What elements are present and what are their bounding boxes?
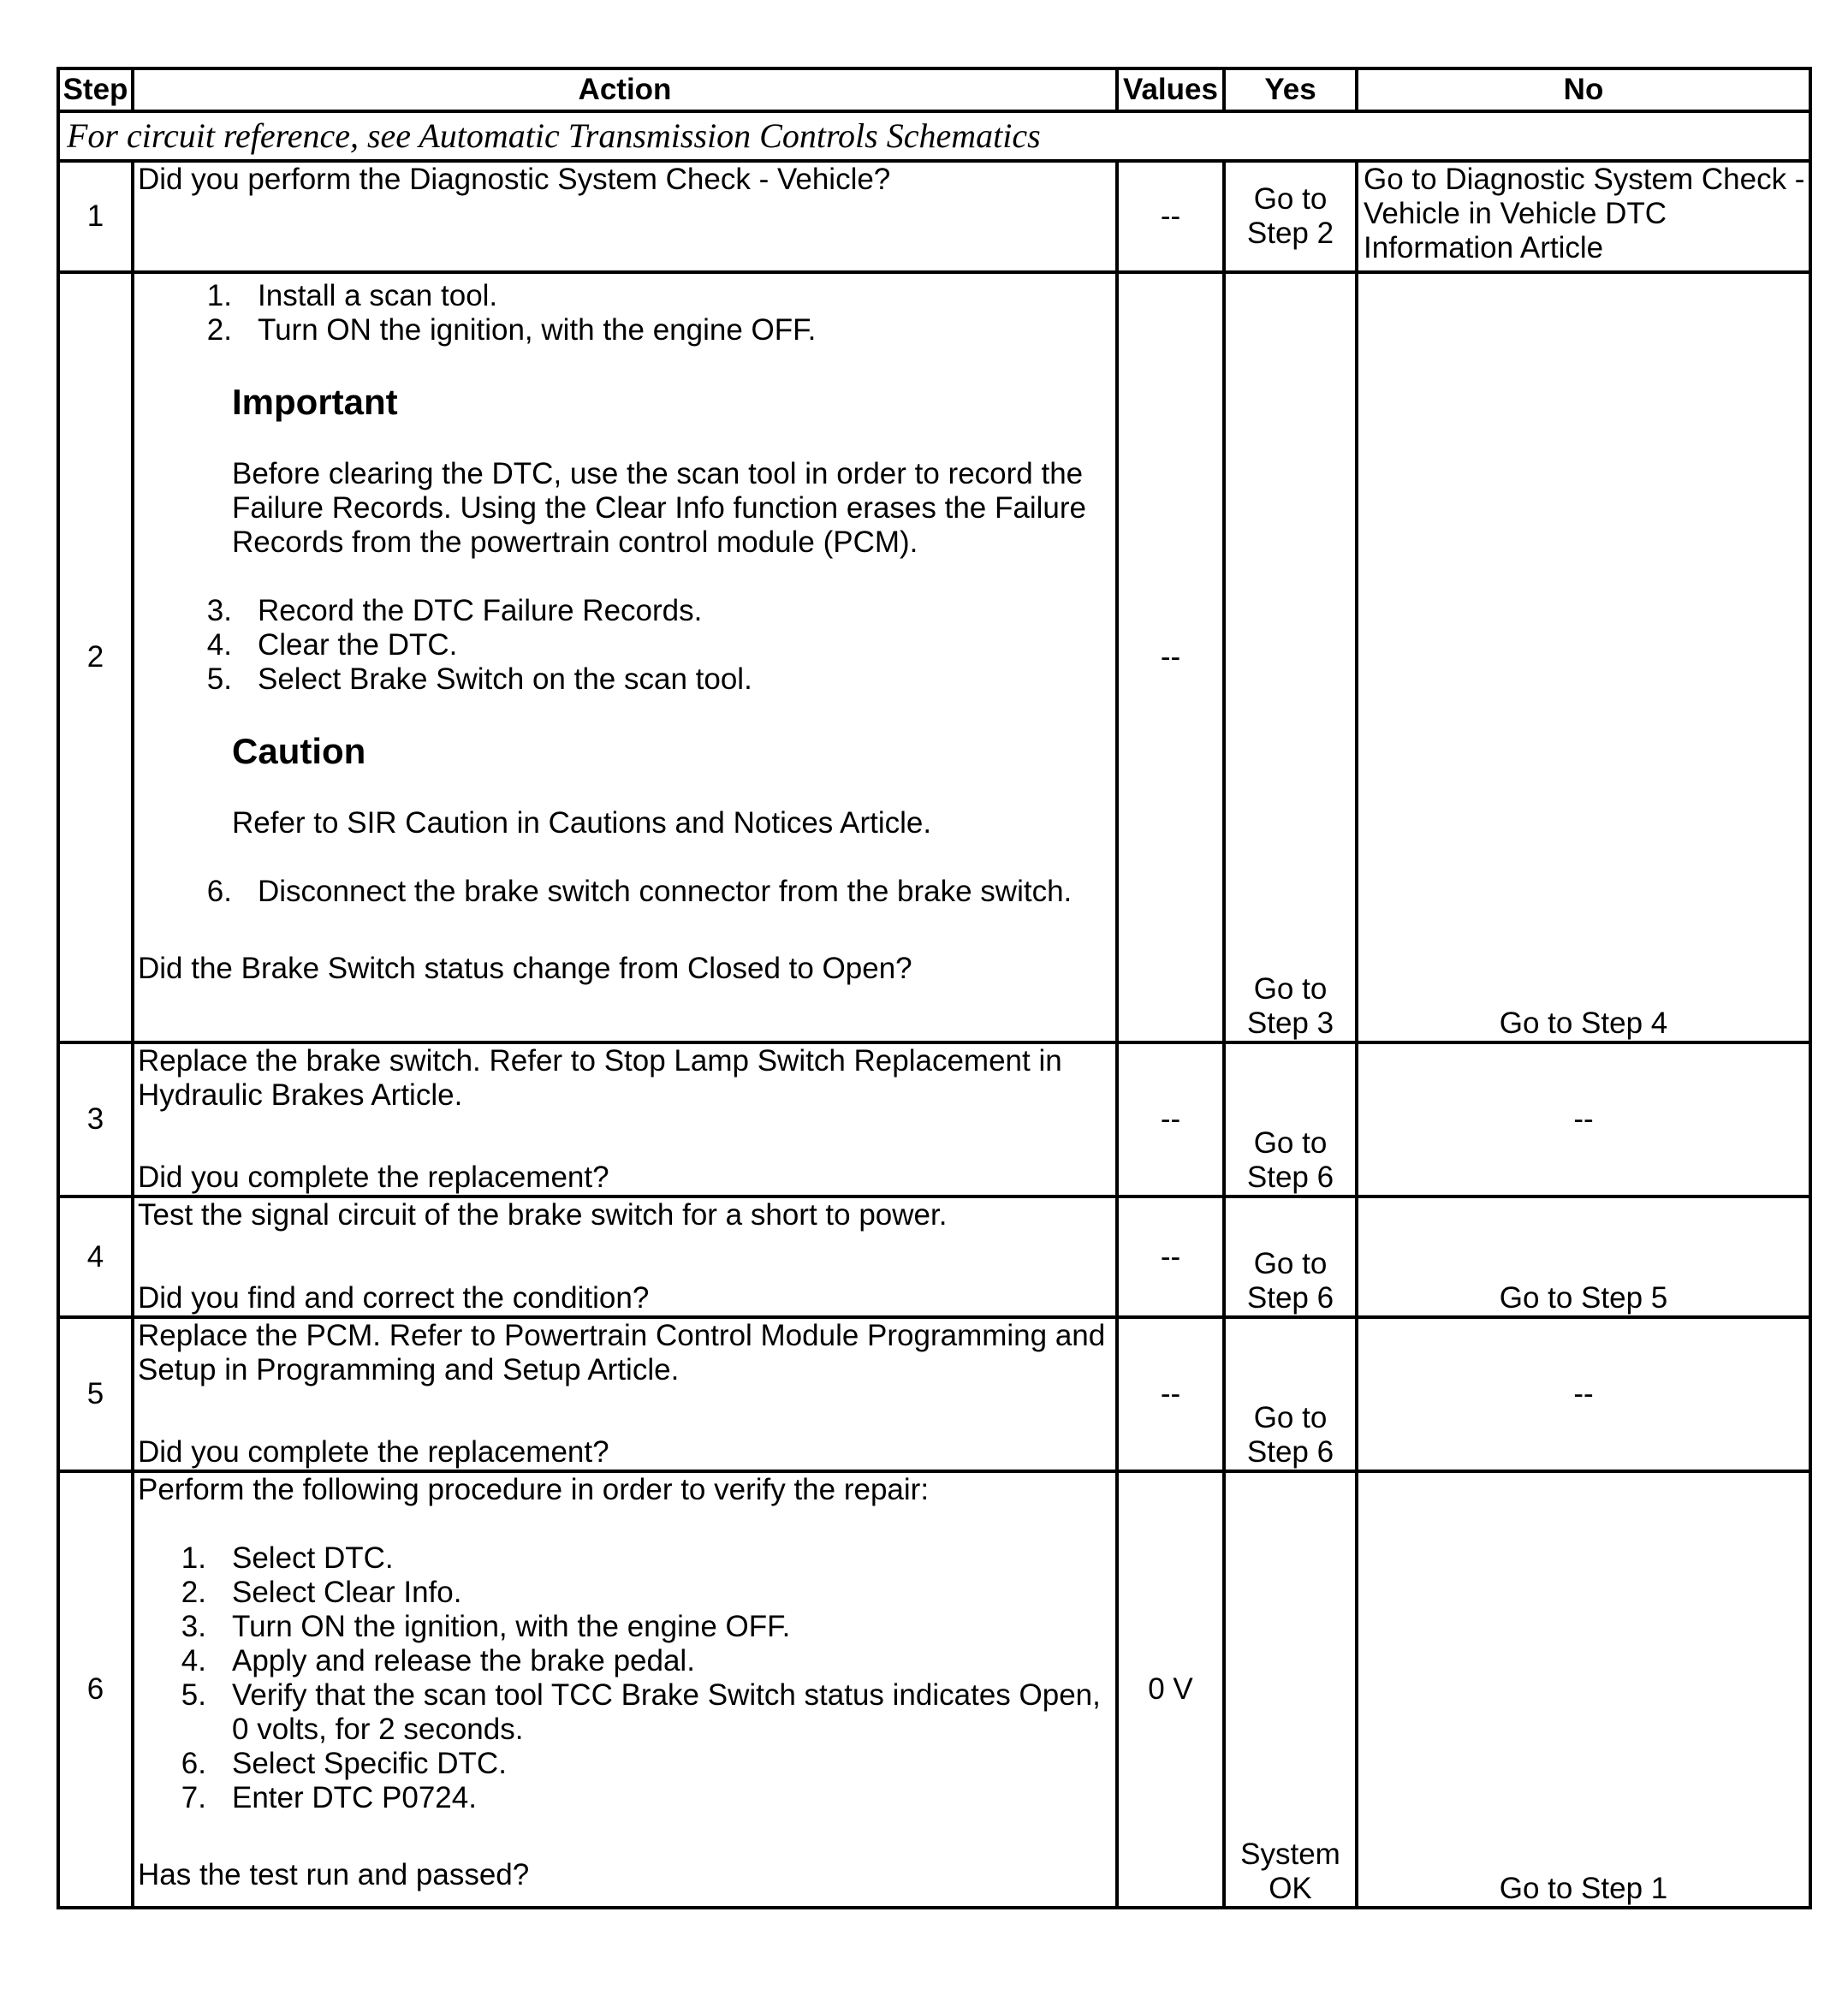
step-number: 3 xyxy=(58,1042,133,1196)
values-cell: -- xyxy=(1117,272,1224,1042)
caution-heading: Caution xyxy=(232,731,366,771)
step-list xyxy=(138,594,1112,697)
action-question: Has the test run and passed? xyxy=(138,1858,530,1891)
action-question: Did you complete the replacement? xyxy=(138,1161,609,1194)
table-row xyxy=(58,272,1810,1042)
circuit-reference: For circuit reference, see Automatic Transmission Controls Schematics xyxy=(58,111,1810,161)
action-cell xyxy=(133,1317,1117,1471)
no-cell: Go to Step 1 xyxy=(1357,1471,1810,1908)
diagnostic-table xyxy=(56,67,1812,1909)
list-item: 3. Turn ON the ignition, with the engine OFF. xyxy=(181,1610,791,1643)
yes-cell: Go to Step 2 xyxy=(1224,161,1357,272)
header-action: Action xyxy=(133,68,1117,111)
action-text: Replace the brake switch. Refer to Stop Lamp Switch Replacement in Hydraulic Brakes Article. xyxy=(138,1044,1062,1112)
no-cell: Go to Diagnostic System Check - Vehicle in Vehicle DTC Information Article xyxy=(1357,161,1810,272)
important-text: Before clearing the DTC, use the scan tool in order to record the Failure Records. Using the Clear Info function erases the Failure Records from the powertrain control module (PCM). xyxy=(232,457,1086,559)
step-number: 4 xyxy=(58,1196,133,1317)
table-row xyxy=(58,1471,1810,1908)
list-item: 6. Disconnect the brake switch connector from the brake switch. xyxy=(206,875,1073,908)
step-list xyxy=(138,1541,1112,1815)
action-text: Replace the PCM. Refer to Powertrain Control Module Programming and Setup in Programming and Setup Article. xyxy=(138,1319,1106,1386)
step-number: 5 xyxy=(58,1317,133,1471)
no-cell: Go to Step 5 xyxy=(1357,1196,1810,1317)
action-cell xyxy=(133,1196,1117,1317)
list-item: 1. Install a scan tool. xyxy=(206,279,498,312)
step-number: 6 xyxy=(58,1471,133,1908)
yes-cell: System OK xyxy=(1224,1471,1357,1908)
step-list xyxy=(138,279,1112,347)
yes-cell: Go to Step 6 xyxy=(1224,1196,1357,1317)
action-cell xyxy=(133,161,1117,272)
list-item: 5. Verify that the scan tool TCC Brake Switch status indicates Open, 0 volts, for 2 seconds. xyxy=(181,1678,1101,1746)
circuit-reference-row xyxy=(58,111,1810,161)
table-row xyxy=(58,1042,1810,1196)
action-question: Did you perform the Diagnostic System Check - Vehicle? xyxy=(138,163,891,196)
header-no: No xyxy=(1357,68,1810,111)
yes-cell: Go to Step 6 xyxy=(1224,1042,1357,1196)
action-text: Perform the following procedure in order to verify the repair: xyxy=(138,1473,930,1506)
values-cell: -- xyxy=(1117,161,1224,272)
values-cell: -- xyxy=(1117,1196,1224,1317)
list-item: 1. Select DTC. xyxy=(181,1541,394,1575)
yes-cell: Go to Step 6 xyxy=(1224,1317,1357,1471)
step-list xyxy=(138,875,1112,909)
table-row xyxy=(58,1196,1810,1317)
list-item: 6. Select Specific DTC. xyxy=(181,1747,507,1780)
action-question: Did you find and correct the condition? xyxy=(138,1281,650,1315)
step-number: 1 xyxy=(58,161,133,272)
values-cell: -- xyxy=(1117,1317,1224,1471)
table-row xyxy=(58,1317,1810,1471)
step-number: 2 xyxy=(58,272,133,1042)
yes-cell: Go to Step 3 xyxy=(1224,272,1357,1042)
action-text: Test the signal circuit of the brake switch for a short to power. xyxy=(138,1198,948,1232)
header-yes: Yes xyxy=(1224,68,1357,111)
list-item: 3. Record the DTC Failure Records. xyxy=(206,594,703,627)
no-cell: Go to Step 4 xyxy=(1357,272,1810,1042)
values-cell: 0 V xyxy=(1117,1471,1224,1908)
values-cell: -- xyxy=(1117,1042,1224,1196)
table-row xyxy=(58,161,1810,272)
header-row xyxy=(58,68,1810,111)
list-item: 4. Clear the DTC. xyxy=(206,628,458,662)
no-cell: -- xyxy=(1357,1317,1810,1471)
action-cell xyxy=(133,1042,1117,1196)
important-heading: Important xyxy=(232,382,398,422)
list-item: 7. Enter DTC P0724. xyxy=(181,1781,477,1814)
no-cell: -- xyxy=(1357,1042,1810,1196)
caution-text: Refer to SIR Caution in Cautions and Notices Article. xyxy=(232,806,932,840)
action-question: Did you complete the replacement? xyxy=(138,1435,609,1469)
header-values: Values xyxy=(1117,68,1224,111)
list-item: 5. Select Brake Switch on the scan tool. xyxy=(206,662,752,696)
action-question: Did the Brake Switch status change from Closed to Open? xyxy=(138,952,912,985)
list-item: 4. Apply and release the brake pedal. xyxy=(181,1644,695,1677)
action-cell xyxy=(133,272,1117,1042)
list-item: 2. Turn ON the ignition, with the engine OFF. xyxy=(206,313,817,347)
list-item: 2. Select Clear Info. xyxy=(181,1576,462,1609)
header-step: Step xyxy=(58,68,133,111)
action-cell xyxy=(133,1471,1117,1908)
